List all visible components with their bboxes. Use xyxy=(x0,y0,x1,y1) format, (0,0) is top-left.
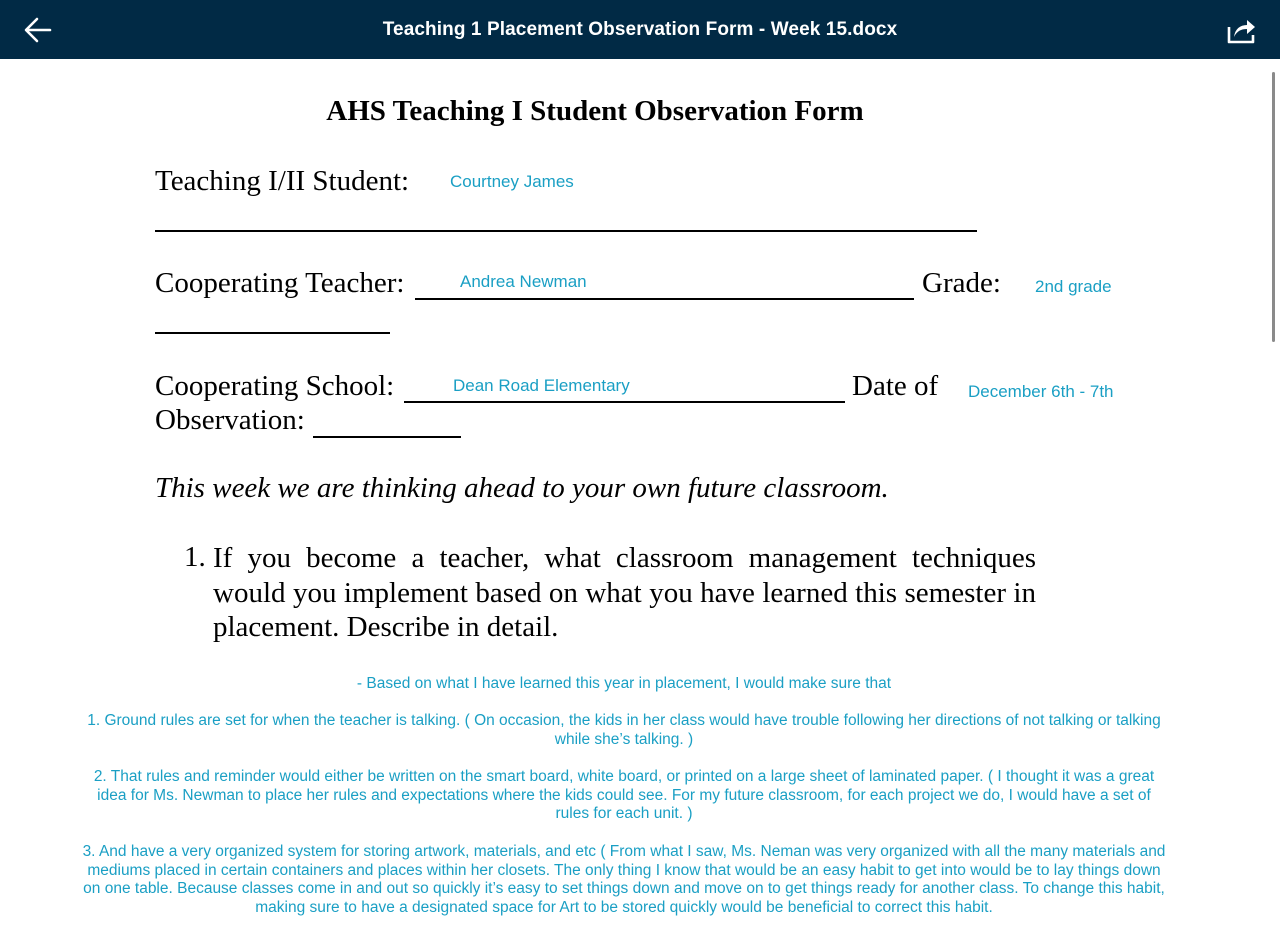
grade-underline xyxy=(155,332,390,334)
answer-item-2[interactable]: 2. That rules and reminder would either be written on the smart board, white board, or printed on a large sheet of laminated paper. ( I thought it was a great idea for Ms. Newman to place her rules and expectations where the kids could see. For my future classroom, for each project we do, I would have a set of rules for each unit. ) xyxy=(93,768,1155,823)
top-bar xyxy=(0,0,1280,59)
question-text: If you become a teacher, what classroom management techniques would you implement based on what you have learned this semester in placement. Describe in detail. xyxy=(213,542,1036,643)
school-value[interactable]: Dean Road Elementary xyxy=(453,376,630,395)
arrow-left-icon xyxy=(22,14,54,46)
answer-intro[interactable]: - Based on what I have learned this year in placement, I would make sure that xyxy=(356,675,892,692)
question-number: 1. xyxy=(184,541,206,573)
share-button[interactable] xyxy=(1225,14,1257,46)
grade-value[interactable]: 2nd grade xyxy=(1035,277,1112,296)
answer-item-3[interactable]: 3. And have a very organized system for storing artwork, materials, and etc ( From what I saw, Ms. Neman was very organized with all the many materials and mediums placed in certain containers and places within her closets. The only thing I know that would be an easy habit to get into would be to lay things down on one table. Because classes come in and out so quickly it’s easy to set things down and move on to get things ready for another class. To change this habit, making sure to have a designated space for Art to be stored quickly would be beneficial to correct this habit. xyxy=(82,843,1166,916)
answer-item-1[interactable]: 1. Ground rules are set for when the teacher is talking. ( On occasion, the kids in her class would have trouble following her directions of not talking or talking while she’s talking. ) xyxy=(87,712,1161,748)
teacher-label: Cooperating Teacher: xyxy=(155,267,405,299)
document-page xyxy=(0,59,1270,936)
share-icon xyxy=(1225,14,1257,46)
observation-label: Observation: xyxy=(155,404,305,436)
teacher-underline xyxy=(415,298,914,300)
back-button[interactable] xyxy=(22,14,54,46)
school-label: Cooperating School: xyxy=(155,370,395,402)
student-underline xyxy=(155,230,977,232)
date-underline xyxy=(313,436,461,438)
document-title: Teaching 1 Placement Observation Form - Week 15.docx xyxy=(382,19,898,40)
grade-label: Grade: xyxy=(922,267,1001,299)
scrollbar[interactable] xyxy=(1272,72,1275,342)
date-label: Date of xyxy=(852,370,939,402)
form-heading: AHS Teaching I Student Observation Form xyxy=(326,95,864,127)
teacher-value[interactable]: Andrea Newman xyxy=(460,272,587,291)
date-value[interactable]: December 6th - 7th xyxy=(968,382,1114,401)
school-underline xyxy=(404,401,845,403)
section-prompt: This week we are thinking ahead to your own future classroom. xyxy=(155,472,889,504)
student-label: Teaching I/II Student: xyxy=(155,165,410,197)
student-value[interactable]: Courtney James xyxy=(450,172,574,191)
